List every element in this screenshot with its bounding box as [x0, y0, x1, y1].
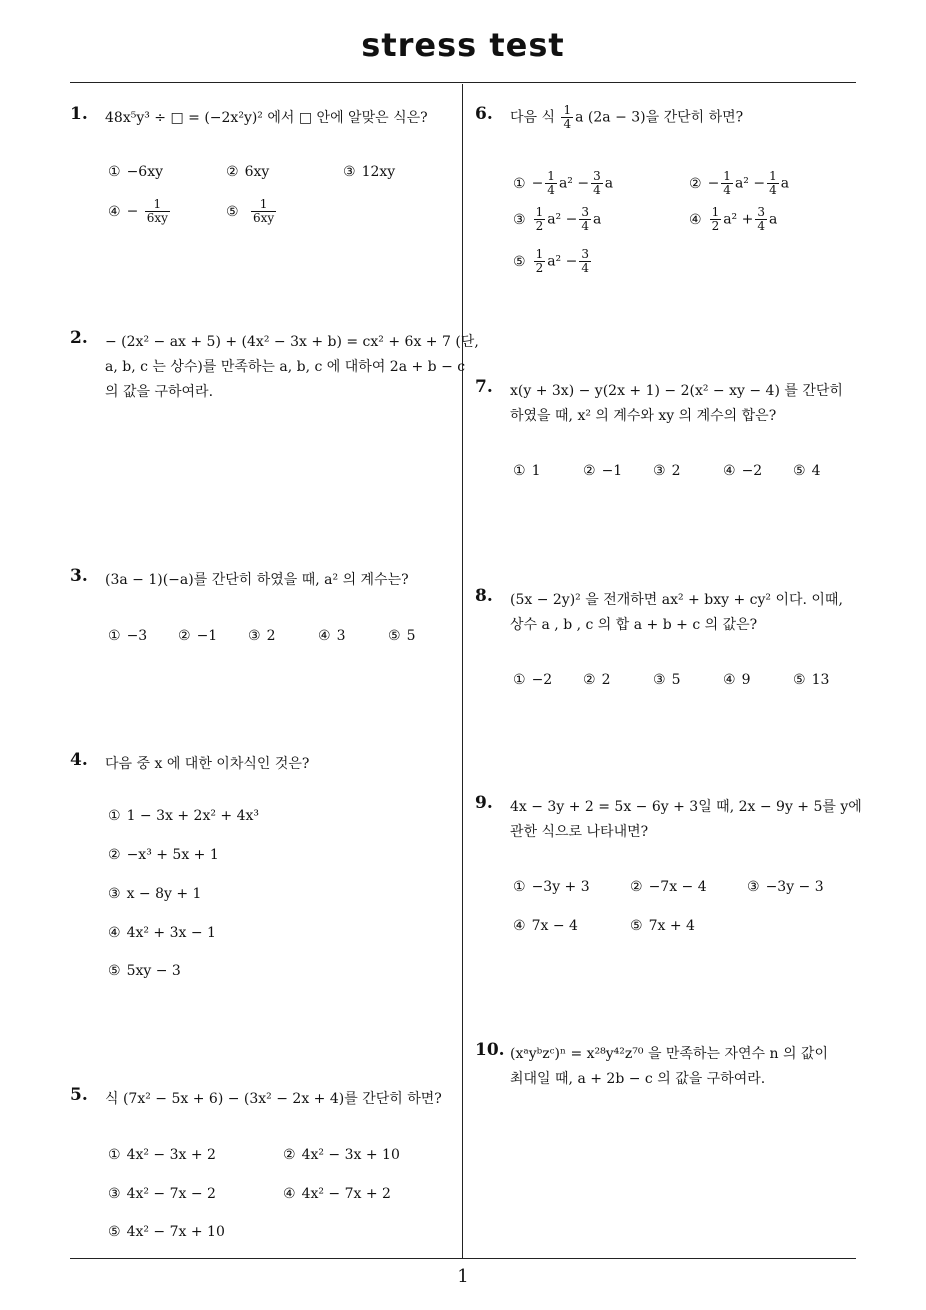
question-number: 9. — [475, 793, 493, 813]
option-5[interactable]: ⑤ 13 — [793, 672, 830, 688]
question-text: (3a − 1)(−a)를 간단히 하였을 때, a² 의 계수는? — [105, 572, 409, 588]
question-number: 3. — [70, 566, 88, 586]
top-rule — [70, 82, 856, 83]
option-2[interactable]: ② −1 — [583, 463, 623, 479]
option-5[interactable]: ⑤ 4 — [793, 463, 821, 479]
option-2[interactable]: ② 2 — [583, 672, 611, 688]
option-3[interactable]: ③ −3y − 3 — [747, 879, 824, 895]
page-title: stress test — [361, 26, 565, 64]
page-number: 1 — [457, 1266, 469, 1287]
option-1[interactable]: ① −3 — [108, 628, 148, 644]
option-3[interactable]: ③ 5 — [653, 672, 681, 688]
option-2[interactable]: ② 4x² − 3x + 10 — [283, 1147, 400, 1163]
option-1[interactable]: ① 4x² − 3x + 2 — [108, 1147, 216, 1163]
question-number: 4. — [70, 750, 88, 770]
option-3[interactable]: ③ 2 — [653, 463, 681, 479]
option-4[interactable]: ④ $\frac{1}{2}$ a² + $\frac{3}{4}$ a — [689, 205, 778, 233]
option-2[interactable]: ② −7x − 4 — [630, 879, 707, 895]
fraction: $\frac{1}{4}$ — [563, 103, 572, 131]
question-number: 1. — [70, 104, 88, 124]
question-text: 48x⁵y³ ÷ □ = (−2x²y)² 에서 □ 안에 알맞은 식은? — [105, 110, 428, 126]
question-text: 다음 식 $\frac{1}{4}$ a (2a − 3)을 간단히 하면? — [510, 103, 744, 131]
question-text: 다음 중 x 에 대한 이차식인 것은? — [105, 756, 310, 772]
fraction: $\frac{1}{6xy}$ — [253, 197, 275, 225]
option-3[interactable]: ③ 4x² − 7x − 2 — [108, 1186, 216, 1202]
option-2[interactable]: ② 6xy — [226, 164, 270, 180]
question-text: x(y + 3x) − y(2x + 1) − 2(x² − xy − 4) 를 간단히 하였을 때, x² 의 계수와 xy 의 계수의 합은? — [510, 383, 843, 424]
option-1[interactable]: ① 1 — [513, 463, 541, 479]
option-5[interactable]: ⑤ 7x + 4 — [630, 918, 695, 934]
option-4[interactable]: ④ 9 — [723, 672, 751, 688]
option-4[interactable]: ④ 4x² − 7x + 2 — [283, 1186, 391, 1202]
option-1[interactable]: ① −2 — [513, 672, 553, 688]
option-3[interactable]: ③ $\frac{1}{2}$ a² − $\frac{3}{4}$ a — [513, 205, 602, 233]
option-1[interactable]: ① − $\frac{1}{4}$ a² − $\frac{3}{4}$ a — [513, 169, 614, 197]
question-text: (5x − 2y)² 을 전개하면 ax² + bxy + cy² 이다. 이때, 상수 a , b , c 의 합 a + b + c 의 값은? — [510, 592, 843, 633]
question-number: 5. — [70, 1085, 88, 1105]
option-3[interactable]: ③ x − 8y + 1 — [108, 886, 202, 902]
option-4[interactable]: ④ − $\frac{1}{6xy}$ — [108, 197, 168, 225]
question-number: 10. — [475, 1040, 505, 1060]
question-text: 4x − 3y + 2 = 5x − 6y + 3일 때, 2x − 9y + 5를 y에 관한 식으로 나타내면? — [510, 799, 862, 840]
question-number: 7. — [475, 377, 493, 397]
option-1[interactable]: ① −6xy — [108, 164, 164, 180]
question-text: − (2x² − ax + 5) + (4x² − 3x + b) = cx² + 6x + 7 (단, a, b, c 는 상수)를 만족하는 a, b, c 에 대하여 2a + b − c 의 값을 구하여라. — [105, 334, 479, 400]
question-text: 식 (7x² − 5x + 6) − (3x² − 2x + 4)를 간단히 하면? — [105, 1091, 442, 1107]
option-1[interactable]: ① 1 − 3x + 2x² + 4x³ — [108, 808, 259, 824]
option-2[interactable]: ② −1 — [178, 628, 218, 644]
option-5[interactable]: ⑤ $\frac{1}{2}$ a² − $\frac{3}{4}$ — [513, 247, 589, 275]
option-2[interactable]: ② − $\frac{1}{4}$ a² − $\frac{1}{4}$ a — [689, 169, 790, 197]
question-number: 6. — [475, 104, 493, 124]
option-3[interactable]: ③ 12xy — [343, 164, 396, 180]
option-4[interactable]: ④ 7x − 4 — [513, 918, 578, 934]
column-divider — [462, 84, 463, 1258]
fraction: $\frac{1}{6xy}$ — [146, 197, 168, 225]
option-1[interactable]: ① −3y + 3 — [513, 879, 590, 895]
option-4[interactable]: ④ −2 — [723, 463, 763, 479]
question-number: 8. — [475, 586, 493, 606]
option-4[interactable]: ④ 3 — [318, 628, 346, 644]
option-4[interactable]: ④ 4x² + 3x − 1 — [108, 925, 216, 941]
option-3[interactable]: ③ 2 — [248, 628, 276, 644]
bottom-rule — [70, 1258, 856, 1259]
question-number: 2. — [70, 328, 88, 348]
question-text: (xᵃyᵇzᶜ)ⁿ = x²⁸y⁴²z⁷⁰ 을 만족하는 자연수 n 의 값이 최대일 때, a + 2b − c 의 값을 구하여라. — [510, 1046, 828, 1087]
option-5[interactable]: ⑤ 5xy − 3 — [108, 963, 181, 979]
option-2[interactable]: ② −x³ + 5x + 1 — [108, 847, 219, 863]
option-5[interactable]: ⑤ 5 — [388, 628, 416, 644]
option-5[interactable]: ⑤ 4x² − 7x + 10 — [108, 1224, 225, 1240]
option-5[interactable]: ⑤ $\frac{1}{6xy}$ — [226, 197, 275, 225]
